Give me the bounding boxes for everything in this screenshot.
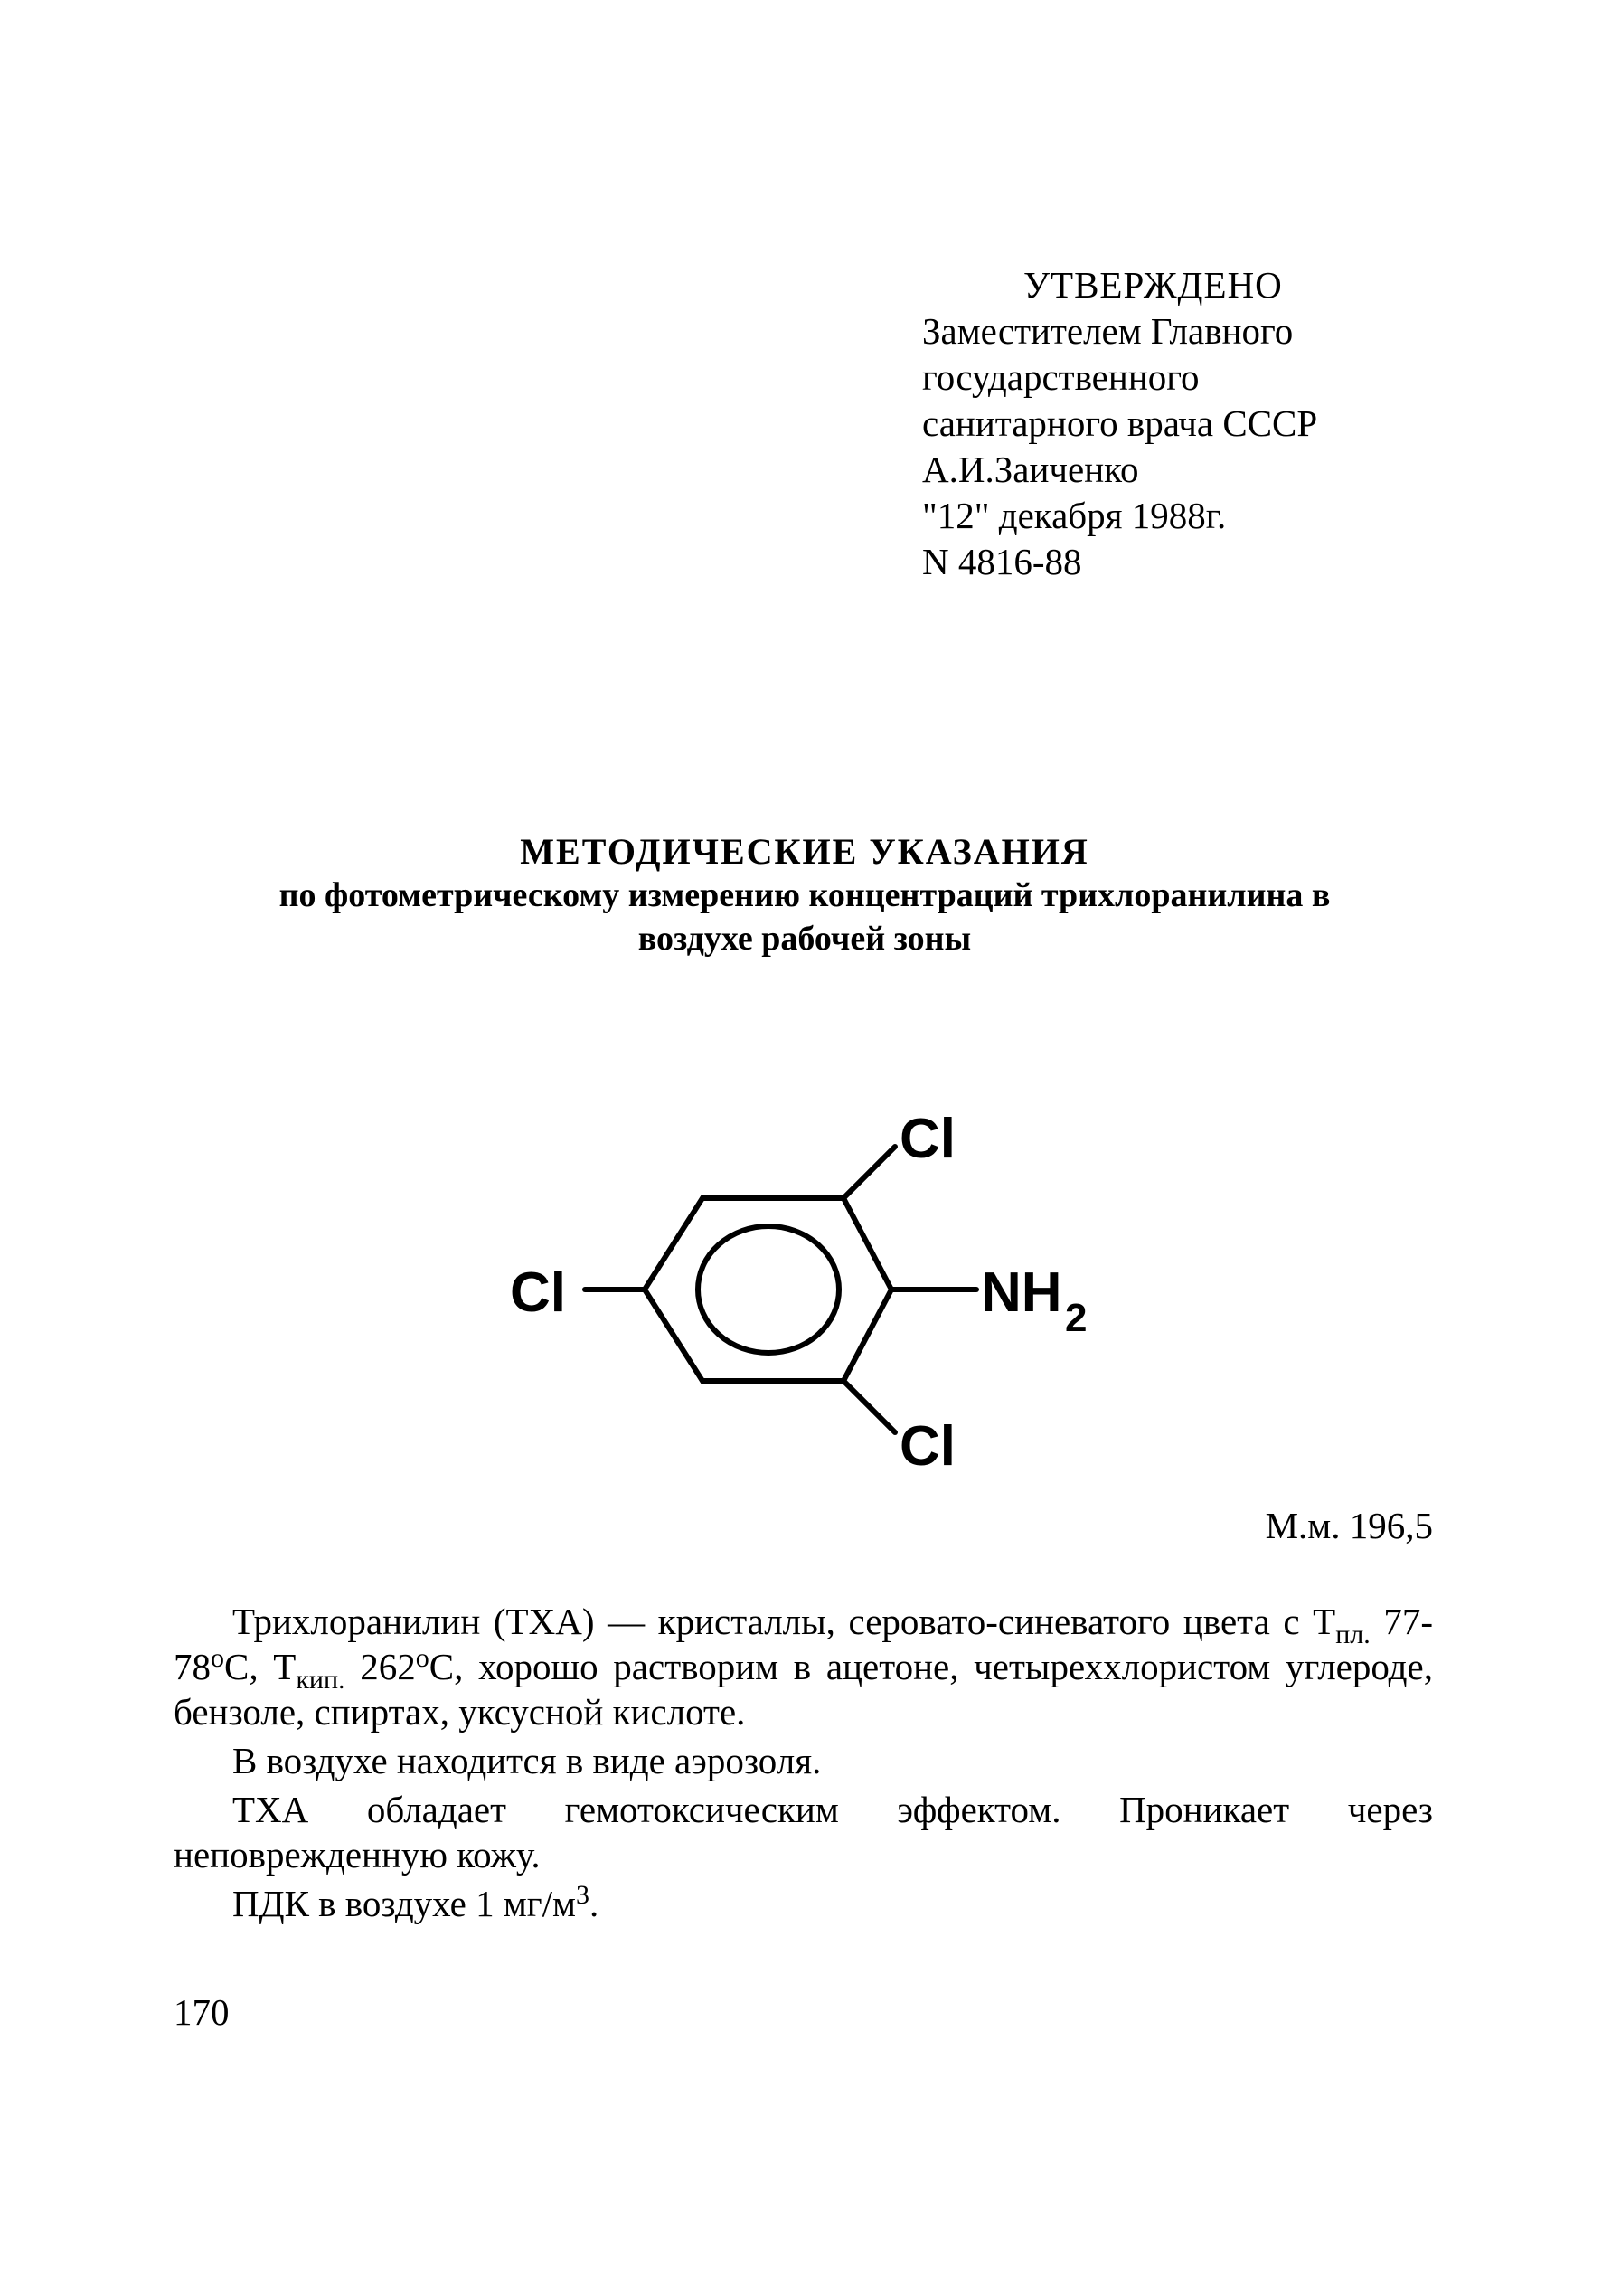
paragraph-toxicity: ТХА обладает гемотоксическим эффектом. Проникает через неповрежденную кожу. [174,1789,1433,1876]
atom-cl-bottom: Cl [900,1415,956,1478]
para1-text-b: 77-78 [174,1601,1434,1687]
page-number: 170 [174,1991,230,2033]
degree-superscript-1: o [211,1643,224,1673]
paragraph-mac [174,1881,1433,1926]
title-main: МЕТОДИЧЕСКИЕ УКАЗАНИЯ [520,831,1089,872]
para1-text-a: Трихлоранилин (ТХА) — кристаллы, серовато-синеватого цвета с Т [232,1601,1336,1642]
atom-cl-top: Cl [900,1108,956,1170]
approval-line-5: "12" декабря 1988г. [922,495,1227,536]
approval-line-3: санитарного врача СССР [922,402,1318,444]
chemical-structure [488,1076,1157,1510]
molar-mass: М.м. 196,5 [1265,1505,1433,1546]
para1-text-c: С, Т [224,1646,297,1687]
body-text [174,1599,1433,1930]
degree-superscript-2: o [415,1643,429,1673]
approval-stamp [922,262,1537,585]
paragraph-aerosol: В воздухе находится в виде аэрозоля. [232,1740,822,1781]
title-line-2: по фотометрическому измерению концентраций трихлоранилина в [278,876,1331,914]
para1-text-e: С, хорошо растворим в ацетоне, четыреххлористом углероде, бензоле, спиртах, уксусной кислоте. [174,1646,1433,1733]
approval-line-2: государственного [922,356,1200,398]
atom-nh-subscript: 2 [1065,1296,1088,1340]
atom-cl-left: Cl [510,1261,566,1324]
document-title [127,830,1483,960]
approval-line-1: Заместителем Главного [922,310,1294,352]
para4-text-b: . [589,1883,599,1924]
atom-nh: NH [981,1261,1062,1324]
para4-text-a: ПДК в воздухе 1 мг/м [232,1883,576,1924]
paragraph-properties [174,1599,1433,1734]
title-line-3: воздухе рабочей зоны [637,920,972,958]
structure-svg [488,1076,1157,1510]
bond-top-cl [843,1147,895,1198]
aromatic-circle [698,1226,839,1353]
bond-bottom-cl [843,1381,895,1432]
cubic-superscript: 3 [575,1880,589,1910]
approval-line-4: А.И.Заиченко [922,449,1139,490]
boiling-point-subscript: кип. [296,1665,345,1695]
approval-line-6: N 4816-88 [922,541,1082,582]
para1-text-d: 262 [344,1646,416,1687]
melting-point-subscript: пл. [1335,1620,1371,1649]
approval-heading: УТВЕРЖДЕНО [1023,264,1283,306]
